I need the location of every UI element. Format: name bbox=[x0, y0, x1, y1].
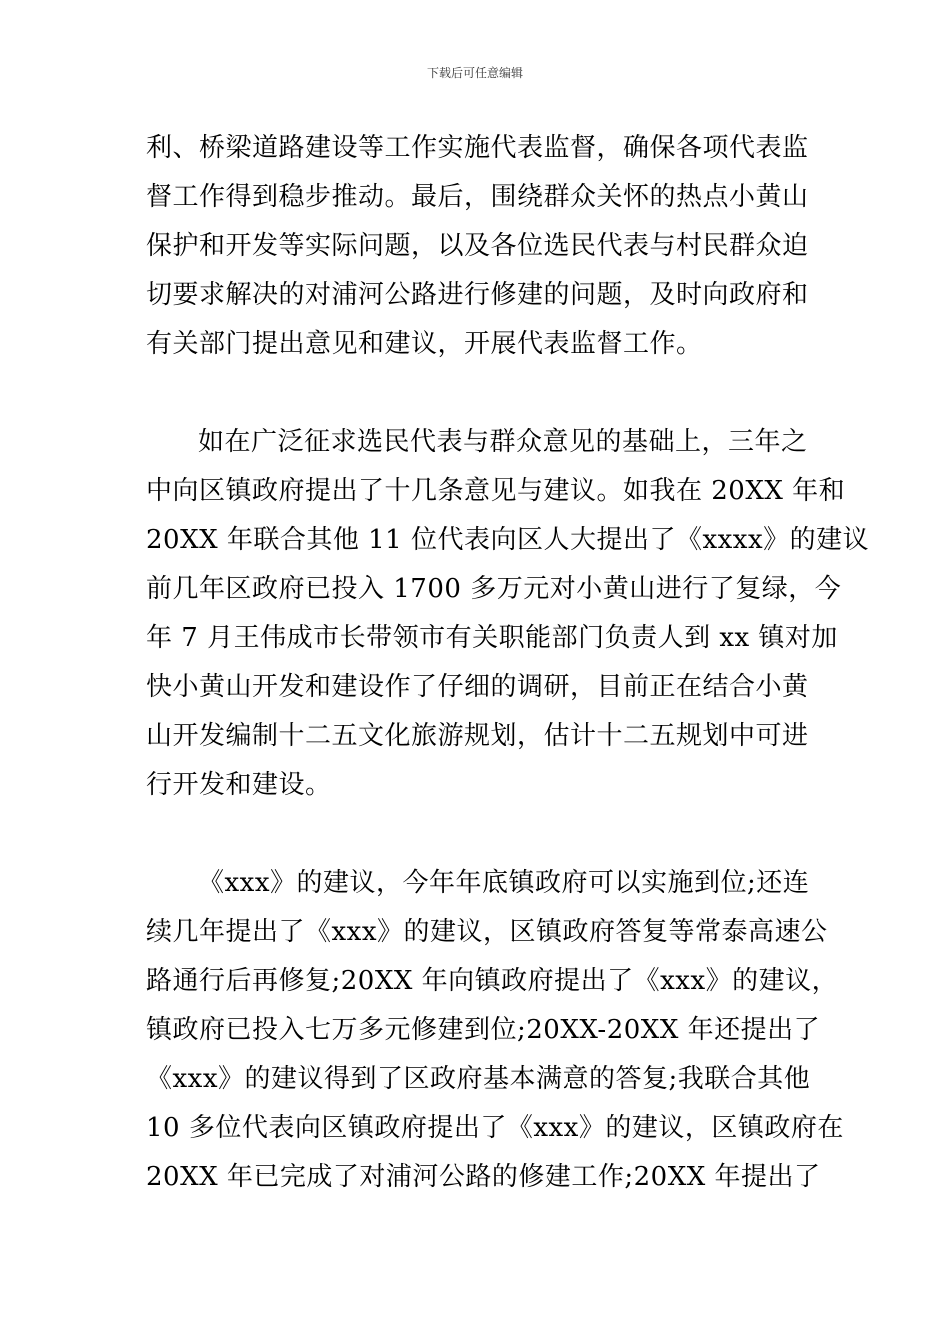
paragraph-line: 督工作得到稳步推动。最后，围绕群众关怀的热点小黄山 bbox=[146, 182, 809, 212]
paragraph-line: 镇政府已投入七万多元修建到位;20XX-20XX 年还提出了 bbox=[146, 1015, 821, 1045]
paragraph-line: 路通行后再修复;20XX 年向镇政府提出了《xxx》的建议， bbox=[146, 966, 839, 996]
paragraph-line: 《xxx》的建议，今年年底镇政府可以实施到位;还连 bbox=[198, 868, 810, 898]
paragraph-line: 如在广泛征求选民代表与群众意见的基础上，三年之 bbox=[198, 427, 808, 457]
paragraph-line: 20XX 年已完成了对浦河公路的修建工作;20XX 年提出了 bbox=[146, 1162, 821, 1192]
paragraph-gap bbox=[146, 369, 806, 418]
paragraph-line: 保护和开发等实际问题，以及各位选民代表与村民群众迫 bbox=[146, 231, 809, 261]
paragraph-3 bbox=[146, 859, 844, 1202]
paragraph-line: 10 多位代表向区镇政府提出了《xxx》的建议，区镇政府在 bbox=[146, 1113, 844, 1143]
paragraph-line: 山开发编制十二五文化旅游规划，估计十二五规划中可进 bbox=[146, 721, 809, 751]
paragraph-line: 利、桥梁道路建设等工作实施代表监督，确保各项代表监 bbox=[146, 133, 809, 163]
paragraph-2 bbox=[146, 418, 870, 810]
paragraph-line: 续几年提出了《xxx》的建议，区镇政府答复等常泰高速公 bbox=[146, 917, 828, 947]
paragraph-line: 前几年区政府已投入 1700 多万元对小黄山进行了复绿，今 bbox=[146, 574, 842, 604]
paragraph-line: 切要求解决的对浦河公路进行修建的问题，及时向政府和 bbox=[146, 280, 809, 310]
page-header: 下载后可任意编辑 bbox=[426, 66, 523, 80]
paragraph-line: 20XX 年联合其他 11 位代表向区人大提出了《xxxx》的建议 bbox=[146, 525, 870, 555]
paragraph-line: 行开发和建设。 bbox=[146, 770, 332, 800]
paragraph-line: 中向区镇政府提出了十几条意见与建议。如我在 20XX 年和 bbox=[146, 476, 846, 506]
paragraph-line: 年 7 月王伟成市长带领市有关职能部门负责人到 xx 镇对加 bbox=[146, 623, 838, 653]
paragraph-line: 有关部门提出意见和建议，开展代表监督工作。 bbox=[146, 329, 703, 359]
document-body bbox=[146, 124, 870, 1202]
paragraph-line: 快小黄山开发和建设作了仔细的调研，目前正在结合小黄 bbox=[146, 672, 809, 702]
paragraph-1 bbox=[146, 124, 809, 369]
paragraph-gap bbox=[146, 810, 806, 859]
paragraph-line: 《xxx》的建议得到了区政府基本满意的答复;我联合其他 bbox=[146, 1064, 811, 1094]
